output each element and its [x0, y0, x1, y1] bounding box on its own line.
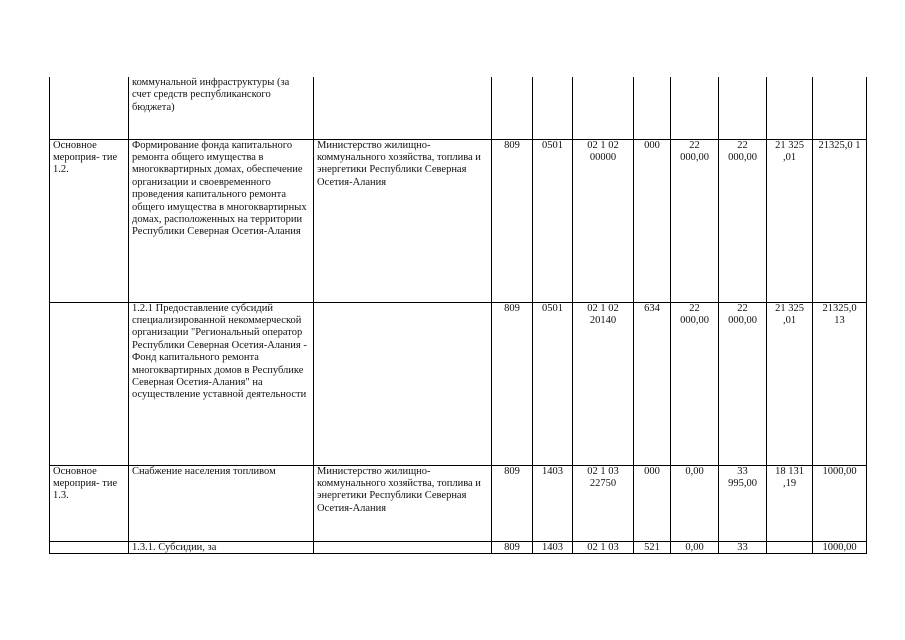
year1-cell: 22 000,00	[671, 139, 719, 302]
year3-cell: 18 131 ,19	[767, 465, 813, 541]
year3-cell: 21 325 ,01	[767, 139, 813, 302]
budget-table-fragment	[49, 77, 866, 554]
grbs-cell: 809	[492, 465, 533, 541]
year1-cell	[671, 77, 719, 139]
vr-cell: 000	[634, 139, 671, 302]
grbs-cell: 809	[492, 541, 533, 554]
budget-table	[49, 77, 867, 554]
executor-cell: Министерство жилищно-коммунального хозяйства, топлива и энергетики Республики Северная Осетия-Алания	[314, 465, 492, 541]
table-row	[50, 465, 867, 541]
grbs-cell: 809	[492, 139, 533, 302]
grbs-cell: 809	[492, 302, 533, 465]
year2-cell: 33	[719, 541, 767, 554]
event-cell: Основное мероприя- тие 1.2.	[50, 139, 129, 302]
name-cell: Снабжение населения топливом	[129, 465, 314, 541]
table-row	[50, 302, 867, 465]
year4-cell: 1000,00	[813, 465, 867, 541]
executor-cell	[314, 302, 492, 465]
vr-cell: 000	[634, 465, 671, 541]
year1-cell: 22 000,00	[671, 302, 719, 465]
year4-cell: 1000,00	[813, 541, 867, 554]
name-cell: коммунальной инфраструктуры (за счет средств республиканского бюджета)	[129, 77, 314, 139]
rzpr-cell: 1403	[533, 465, 573, 541]
csr-cell	[573, 77, 634, 139]
name-cell: 1.2.1 Предоставление субсидий специализированной некоммерческой организации "Региональный оператор Республики Северная Осетия-Алания - Фонд капитального ремонта многоквартирных домов в Республике Северная Осетия-Алания" на осуществление уставной деятельности	[129, 302, 314, 465]
name-cell: 1.3.1. Субсидии, за	[129, 541, 314, 554]
table-row	[50, 139, 867, 302]
csr-cell: 02 1 02 00000	[573, 139, 634, 302]
year3-cell	[767, 77, 813, 139]
year4-cell: 21325,0 1	[813, 139, 867, 302]
csr-cell: 02 1 03 22750	[573, 465, 634, 541]
year2-cell: 22 000,00	[719, 139, 767, 302]
executor-cell	[314, 77, 492, 139]
year4-cell: 21325,0 13	[813, 302, 867, 465]
table-row	[50, 77, 867, 139]
event-cell	[50, 77, 129, 139]
name-cell: Формирование фонда капитального ремонта общего имущества в многоквартирных домах, обеспечение организации и своевременного проведения капитального ремонта общего имущества в многоквартирных домах, расположенных на территории Республики Северная Осетия-Алания	[129, 139, 314, 302]
event-cell: Основное мероприя- тие 1.3.	[50, 465, 129, 541]
year3-cell: 21 325 ,01	[767, 302, 813, 465]
table-bottom-border	[49, 553, 866, 554]
vr-cell	[634, 77, 671, 139]
grbs-cell	[492, 77, 533, 139]
event-cell	[50, 302, 129, 465]
rzpr-cell: 0501	[533, 139, 573, 302]
year2-cell: 33 995,00	[719, 465, 767, 541]
year2-cell: 22 000,00	[719, 302, 767, 465]
year2-cell	[719, 77, 767, 139]
rzpr-cell	[533, 77, 573, 139]
vr-cell: 521	[634, 541, 671, 554]
year1-cell: 0,00	[671, 541, 719, 554]
executor-cell: Министерство жилищно-коммунального хозяйства, топлива и энергетики Республики Северная Осетия-Алания	[314, 139, 492, 302]
vr-cell: 634	[634, 302, 671, 465]
year4-cell	[813, 77, 867, 139]
rzpr-cell: 1403	[533, 541, 573, 554]
csr-cell: 02 1 02 20140	[573, 302, 634, 465]
rzpr-cell: 0501	[533, 302, 573, 465]
year1-cell: 0,00	[671, 465, 719, 541]
csr-cell: 02 1 03	[573, 541, 634, 554]
